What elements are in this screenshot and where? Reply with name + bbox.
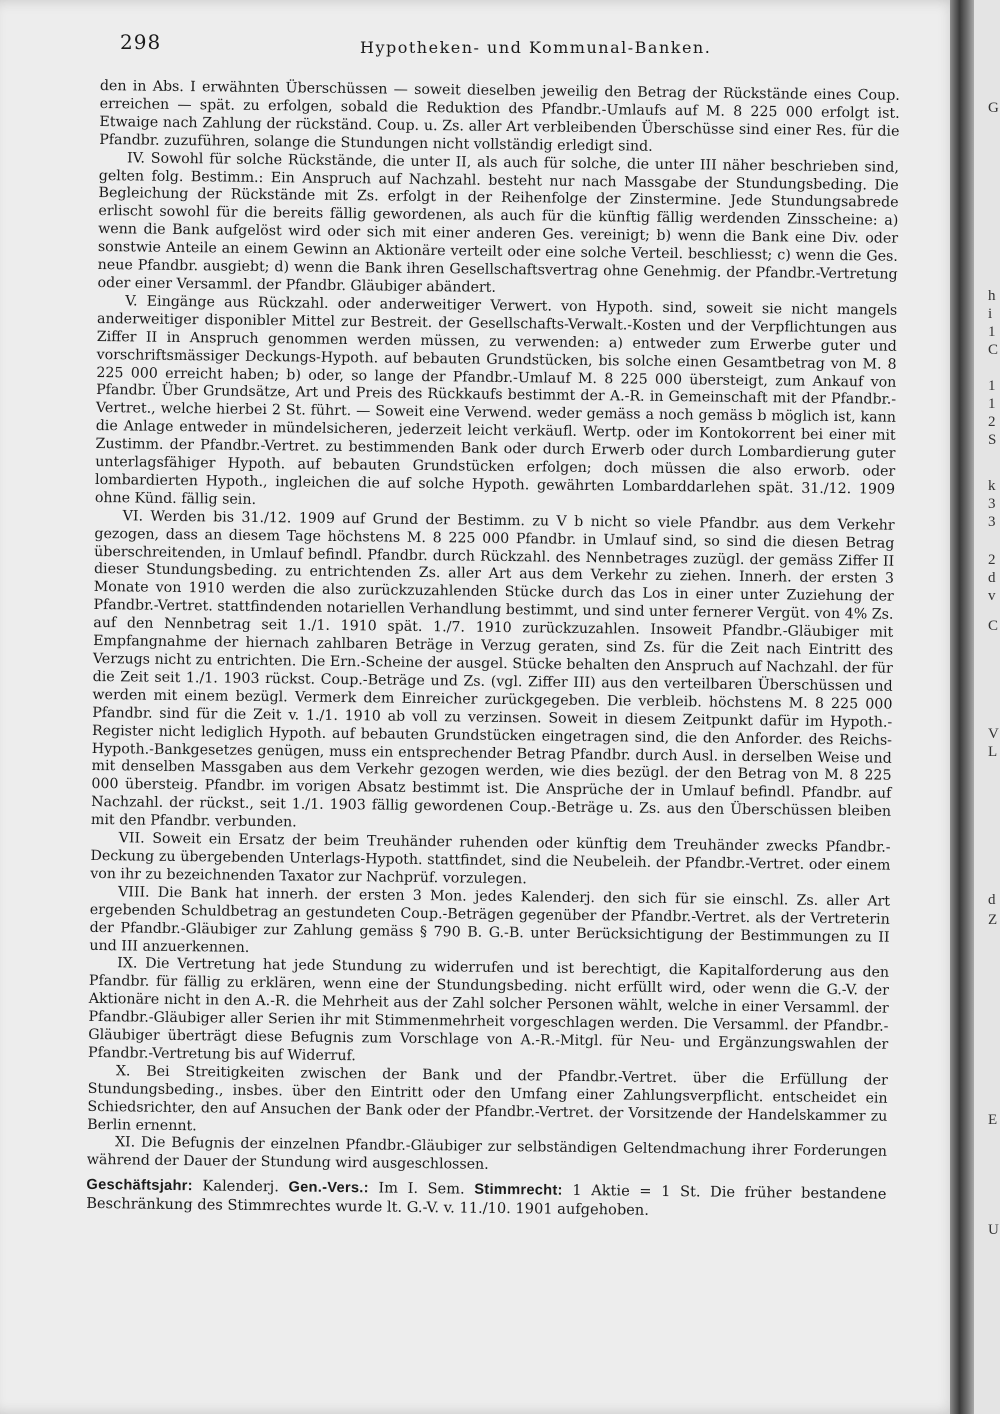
edge-letter: C (988, 342, 999, 358)
edge-letter: 1 (988, 378, 996, 394)
edge-letter: V (988, 726, 999, 742)
geschaeftsjahr-value: Kalenderj. (202, 1177, 280, 1196)
edge-letter: 1 (988, 396, 996, 412)
edge-letter: 1 (988, 324, 996, 340)
genvers-value: Im I. Sem. (378, 1179, 465, 1198)
paragraph-vii: VII. Soweit ein Ersatz der beim Treuhänder ruhenden oder künftig dem Treuhänder zwecks Pfandbr.-Deckung zu übergebenden Unterlags-Hypoth. stattfindet, sind die Neubeleih. der Pfandbr.-Vertret. oder einem von ihr zu bezeichnenden Taxator zur Nachprüf. vorzulegen. (90, 830, 891, 888)
edge-letter: i (988, 306, 993, 322)
paragraph-continuation: den in Abs. I erwähnten Überschüssen — soweit dieselben jeweilig den Betrag der Rückstände eines Coup. erreichen — spät. zu erfolgen, sobald die Reduktion des Pfandbr.-Umlaufs auf M. 8 225 000 erfolgt ist. Etwaige nach Zahlung der rückständ. Coup. u. Zs. aller Art verbleibenden Überschüsse sind einer Res. für die Pfandbr. zuzuführen, solange die Stundungen nicht vollständig erledigt sind. (99, 78, 900, 155)
edge-letter: v (988, 588, 996, 604)
book-gutter (950, 0, 974, 1414)
stimmrecht-value: 1 Aktie = 1 St. Die früher bestandene Beschränkung des Stimmrechtes wurde lt. G.-V. v. 11./10. 1901 aufgehoben. (86, 1182, 887, 1219)
edge-letter: G (988, 100, 999, 116)
page-number: 298 (120, 30, 162, 54)
paragraph-iv: IV. Sowohl für solche Rückstände, die unter II, als auch für solche, die unter III näher beschrieben sind, gelten folg. Bestimm.: Ein Anspruch auf Nachzahl. besteht nur nach Massgabe der Stundungsbeding. Die Begleichung der Rückstände mit Zs. erfolgt in der Reihenfolge der Zinstermine. Jede Stundungsabrede erlischt sowohl für die bereits fällig gewordenen, als auch für die künftig fällig werdenden Zinsscheine: a) wenn die Bank aufgelöst wird oder sich mit einer anderen Ges. vereinigt; b) wenn die Bank eine Div. oder sonstwie Anteile an einem Gewinn an Aktionäre verteilt oder eine solche Verteil. beschliesst; c) wenn die Ges. neue Pfandbr. ausgiebt; d) wenn die Bank ihren Gesellschaftsvertrag ohne Genehmig. der Pfandbr.-Vertretung oder einer Versamml. der Pfandbr. Gläubiger abändert. (97, 149, 900, 296)
paragraph-v: V. Eingänge aus Rückzahl. oder anderweitiger Verwert. von Hypoth. sind, soweit sie nicht mangels anderweitiger disponibler Mittel zur Bestreit. der Gesellschafts-Verwalt.-Kosten und der Verpflichtungen aus Ziffer II in Anspruch genommen werden müssen, zu verwenden: a) entweder zum Erwerbe guter und vorschriftsmässiger Deckungs-Hypoth. auf bebauten Grundstücken, bis solche einen Gesamtbetrag von M. 8 225 000 erreicht haben; b) oder, so lange der Pfandbr.-Umlauf M. 8 225 000 übersteigt, zum Ankauf von Pfandbr. Über Grundsätze, Art und Preis des Rückkaufs bestimmt der A.-R. in Gemeinschaft mit der Pfandbr.-Vertret., welche hierbei 2 St. führt. — Soweit eine Verwend. weder gemäss a noch gemäss b möglich ist, kann die Anlage entweder in mündelsicheren, jederzeit leicht verkäufl. Wertp. oder im Kontokorrent bei einer mit Zustimm. der Pfandbr.-Vertret. zu bestimmenden Bank oder durch Erwerb oder durch Lombardierung guter unterlagsfähiger Hypoth. auf bebauten Grundstücken erfolgen; doch müssen die also erworb. oder lombardierten Hypoth., ingleichen die auf solche Hypoth. gewährten Lombarddarlehen spät. 31./12. 1909 ohne Künd. fällig sein. (94, 293, 898, 508)
paragraph-ix: IX. Die Vertretung hat jede Stundung zu widerrufen und ist berechtigt, die Kapitalforderung aus den Pfandbr. für fällig zu erklären, wenn eine der Stundungsbeding. nicht erfüllt wird, oder wenn die G.-V. der Aktionäre nicht in den A.-R. die Mehrheit aus der Zahl solcher Personen wählt, welche in einer Versamml. der Pfandbr.-Gläubiger aller Serien ihr mit Stimmenmehrheit vorgeschlagen werden. Die Versamml. der Pfandbr.-Gläubiger überträgt diese Befugnis zum Vorschlage von A.-R.-Mitgl. für Neu- und Ergänzungswahlen der Pfandbr.-Vertretung bis auf Widerruf. (87, 955, 890, 1065)
paragraph-viii: VIII. Die Bank hat innerh. der ersten 3 Mon. jedes Kalenderj. den sich für sie einschl. Zs. aller Art ergebenden Schuldbetrag an gestundeten Coup.-Beträgen gegenüber der Pfandbr.-Vertret. als der Vertreterin der Pfandbr.-Gläubiger zur Zahlung gemäss § 790 B. G.-B. unter Berücksichtigung der Bestimmungen zu II und III anzuerkennen. (89, 884, 891, 956)
company-meta (86, 1176, 886, 1223)
edge-letter: U (988, 1222, 999, 1238)
paragraph-x: X. Bei Streitigkeiten zwischen der Bank und der Pfandbr.-Vertret. über die Erfüllung der Stundungsbeding., insbes. über den Eintritt oder den Umfang einer Zahlungsverpflicht. entscheidet ein Schiedsrichter, den auf Ansuchen der Bank oder der Pfandbr.-Vertret. der Vorsitzende der Handelskammer zu Berlin ernennt. (87, 1063, 888, 1134)
edge-letter: 2 (988, 552, 996, 568)
stimmrecht-label: Stimmrecht: (474, 1181, 563, 1200)
edge-letter: k (988, 478, 996, 494)
edge-letter: 2 (988, 414, 996, 430)
edge-letter: Z (988, 912, 998, 928)
body-text (86, 78, 900, 1223)
edge-letter: E (988, 1112, 998, 1128)
edge-letter: 3 (988, 496, 996, 512)
edge-letter: d (988, 570, 996, 586)
edge-letter: C (988, 618, 999, 634)
next-page-edge (974, 0, 1000, 1414)
edge-letter: S (988, 432, 997, 448)
edge-letter: h (988, 288, 996, 304)
paragraph-vi: VI. Werden bis 31./12. 1909 auf Grund der Bestimm. zu V b nicht so viele Pfandbr. aus dem Verkehr gezogen, dass an diesem Tage höchstens M. 8 225 000 Pfandbr. in Umlauf sind, so sind die diesen Betrag überschreitenden, in Umlauf befindl. Pfandbr. durch Rückzahl. des Nennbetrages zuzügl. der gemäss Ziffer II dieser Stundungsbeding. zu entrichtenden Zs. aller Art aus dem Verkehr zu ziehen. Innerh. der ersten 3 Monate von 1910 werden die also zurückzuzahlenden Stücke durch das Los in einer unter Zuziehung der Pfandbr.-Vertret. stattfindenden notariellen Verhandlung bestimmt, und sind unter fernerer Vergüt. von 4% Zs. auf den Nennbetrag seit 1./1. 1910 spät. 1./7. 1910 zurückzuzahlen. Insoweit Pfandbr.-Gläubiger mit Empfangnahme der hiernach zahlbaren Beträge in Verzug geraten, sind Zs. für die Zeit nach Eintritt des Verzugs nicht zu entrichten. Die Ern.-Scheine der ausgel. Stücke behalten den Anspruch auf Nachzahl. der für die Zeit seit 1./1. 1903 rückst. Coup.-Beträge und Zs. (vgl. Ziffer III) aus den verteilbaren Überschüssen und werden mit einem bezügl. Vermerk dem Einreicher zurückgegeben. Die verbleib. höchstens M. 8 225 000 Pfandbr. sind für die Zeit v. 1./1. 1910 ab voll zu verzinsen. Soweit in diesem Zeitpunkt dafür im Hypoth.-Register nicht lediglich Hypoth. auf bebauten Grundstücken eingetragen sind, die den Anforder. des Reichs-Hypoth.-Bankgesetzes genügen, muss ein entsprechender Betrag Pfandbr. durch Ausl. in derselben Weise und mit denselben Massgaben aus dem Verkehr gezogen werden, wie dies bezügl. der den Betrag von M. 8 225 000 übersteig. Pfandbr. im vorigen Absatz bestimmt ist. Die Ansprüche der in Umlauf befindl. Pfandbr. auf Nachzahl. der rückst., seit 1./1. 1903 fällig gewordenen Coup.-Beträge u. Zs. aus den Überschüssen bleiben mit den Pfandbr. verbunden. (90, 508, 895, 831)
edge-letter: 3 (988, 514, 996, 530)
edge-letter: d (988, 892, 996, 908)
running-title: Hypotheken- und Kommunal-Banken. (360, 38, 712, 57)
genvers-label: Gen.-Vers.: (288, 1179, 369, 1197)
geschaeftsjahr-label: Geschäftsjahr: (86, 1177, 193, 1195)
paragraph-xi: XI. Die Befugnis der einzelnen Pfandbr.-Gläubiger zur selbständigen Geltendmachung ihrer Forderungen während der Dauer der Stundung wird ausgeschlossen. (86, 1134, 888, 1174)
edge-letter: L (988, 744, 998, 760)
